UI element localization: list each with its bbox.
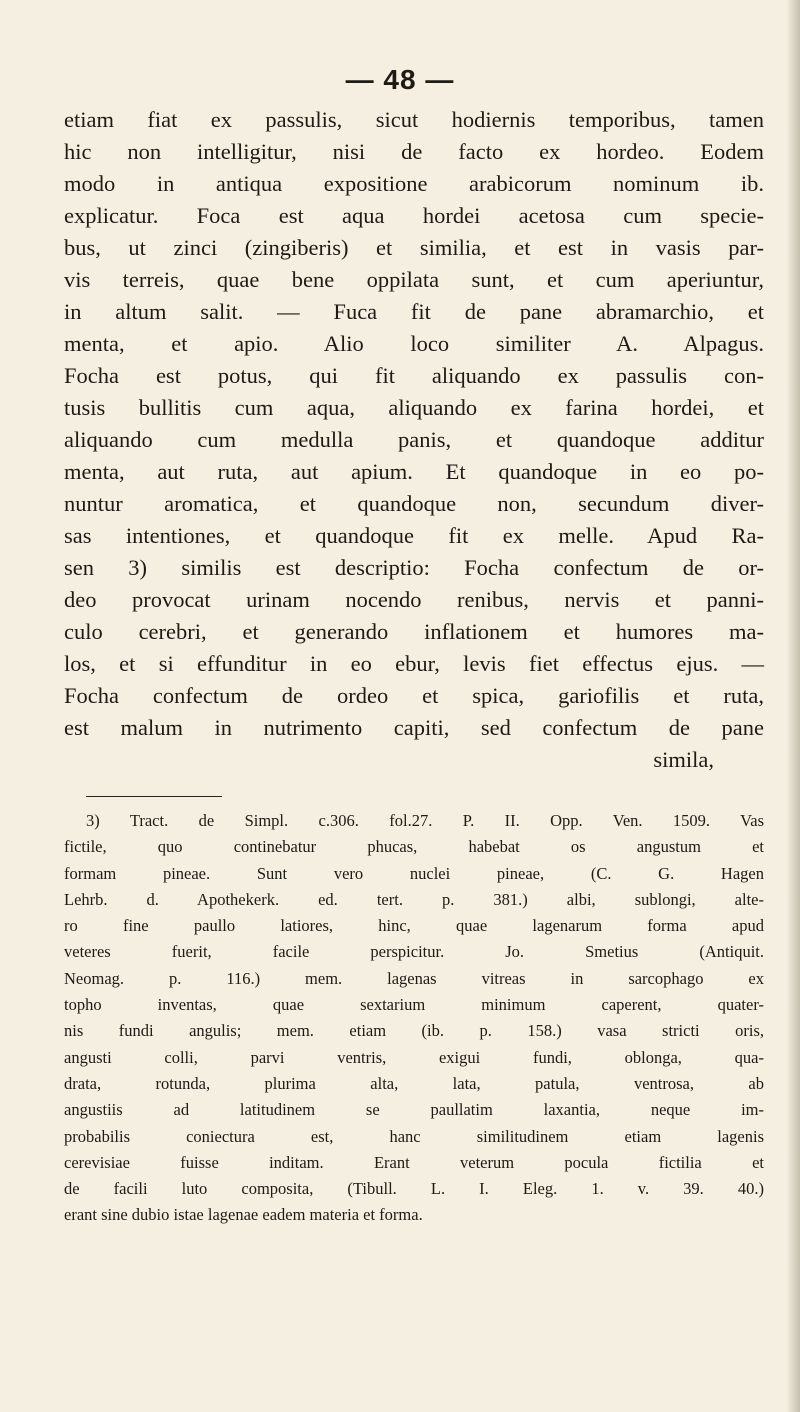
- footnote-line: nis fundi angulis; mem. etiam (ib. p. 158.) vasa stricti oris,: [64, 1021, 764, 1041]
- text-line: modo in antiqua expositione arabicorum nominum ib.: [64, 171, 764, 196]
- text-line: hic non intelligitur, nisi de facto ex hordeo. Eodem: [64, 139, 764, 164]
- footnote-line: cerevisiae fuisse inditam. Erant veterum pocula fictilia et: [64, 1152, 764, 1172]
- text-line: sen 3) similis est descriptio: Focha confectum de or-: [64, 555, 764, 580]
- text-line: in altum salit. — Fuca fit de pane abramarchio, et: [64, 299, 764, 324]
- text-line: explicatur. Foca est aqua hordei acetosa cum specie-: [64, 203, 764, 228]
- footnote-line: formam pineae. Sunt vero nuclei pineae, (C. G. Hagen: [64, 863, 764, 883]
- footnote-line: ro fine paullo latiores, hinc, quae lagenarum forma apud: [64, 916, 764, 936]
- text-line: Focha confectum de ordeo et spica, gariofilis et ruta,: [64, 683, 764, 708]
- text-line: nuntur aromatica, et quandoque non, secundum diver-: [64, 491, 764, 516]
- text-line: tusis bullitis cum aqua, aliquando ex farina hordei, et: [64, 395, 764, 420]
- text-line: culo cerebri, et generando inflationem et humores ma-: [64, 619, 764, 644]
- footnote-line: fictile, quo continebatur phucas, habebat os angustum et: [64, 837, 764, 857]
- footnote-block: [64, 808, 764, 1229]
- text-line: los, et si effunditur in eo ebur, levis fiet effectus ejus. —: [64, 651, 764, 676]
- text-line: est malum in nutrimento capiti, sed confectum de pane: [64, 715, 764, 740]
- footnote-line: Neomag. p. 116.) mem. lagenas vitreas in sarcophago ex: [64, 968, 764, 988]
- text-line: vis terreis, quae bene oppilata sunt, et cum aperiuntur,: [64, 267, 764, 292]
- main-text-block: [64, 104, 764, 776]
- footnote-line: veteres fuerit, facile perspicitur. Jo. Smetius (Antiquit.: [64, 942, 764, 962]
- footnote-line: drata, rotunda, plurima alta, lata, patula, ventrosa, ab: [64, 1073, 764, 1093]
- text-line: simila,: [653, 747, 714, 772]
- text-line: bus, ut zinci (zingiberis) et similia, et est in vasis par-: [64, 235, 764, 260]
- page-edge-shadow: [786, 0, 800, 1412]
- footnote-line: angusti colli, parvi ventris, exigui fundi, oblonga, qua-: [64, 1047, 764, 1067]
- footnote-divider: [86, 796, 222, 797]
- text-line: menta, et apio. Alio loco similiter A. Alpagus.: [64, 331, 764, 356]
- footnote-line: Lehrb. d. Apothekerk. ed. tert. p. 381.) albi, sublongi, alte-: [64, 889, 764, 909]
- text-line: deo provocat urinam nocendo renibus, nervis et panni-: [64, 587, 764, 612]
- footnote-line: angustiis ad latitudinem se paullatim laxantia, neque im-: [64, 1100, 764, 1120]
- footnote-line: de facili luto composita, (Tibull. L. I. Eleg. 1. v. 39. 40.): [64, 1179, 764, 1199]
- footnote-line: erant sine dubio istae lagenae eadem materia et forma.: [64, 1205, 423, 1225]
- footnote-line: probabilis coniectura est, hanc similitudinem etiam lagenis: [64, 1126, 764, 1146]
- footnote-line: 3) Tract. de Simpl. c.306. fol.27. P. II. Opp. Ven. 1509. Vas: [86, 811, 764, 830]
- page-number: — 48 —: [345, 64, 455, 95]
- text-line: menta, aut ruta, aut apium. Et quandoque in eo po-: [64, 459, 764, 484]
- footnote-line: topho inventas, quae sextarium minimum caperent, quater-: [64, 995, 764, 1015]
- text-line: sas intentiones, et quandoque fit ex melle. Apud Ra-: [64, 523, 764, 548]
- text-line: etiam fiat ex passulis, sicut hodiernis temporibus, tamen: [64, 107, 764, 132]
- text-line: Focha est potus, qui fit aliquando ex passulis con-: [64, 363, 764, 388]
- text-line: aliquando cum medulla panis, et quandoque additur: [64, 427, 764, 452]
